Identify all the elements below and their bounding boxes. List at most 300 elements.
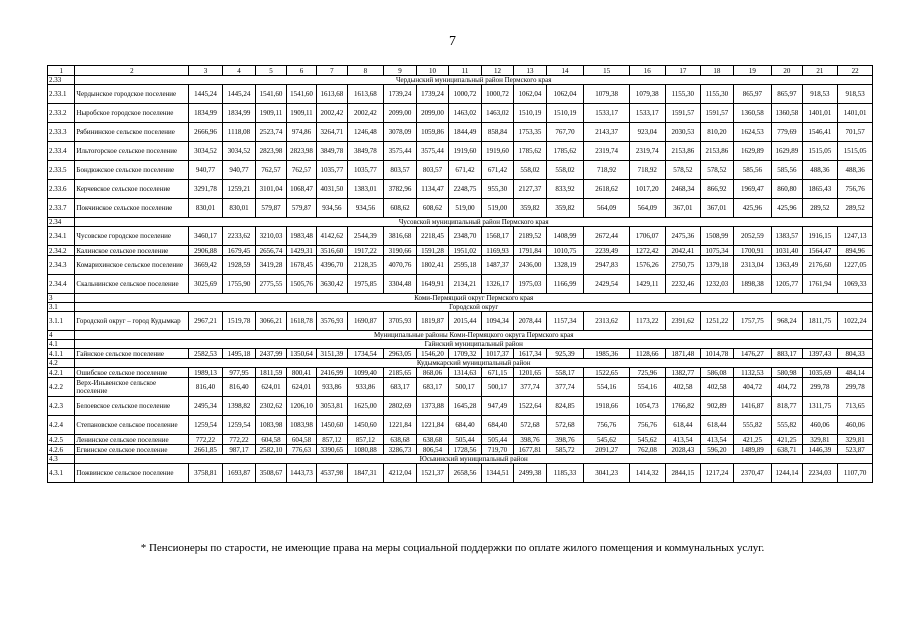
value-cell: 1546,41: [802, 123, 838, 142]
value-cell: 1917,22: [347, 246, 384, 256]
value-cell: 624,01: [256, 378, 286, 397]
table-row: [48, 199, 873, 218]
settlement-name: Ошибское сельское поселение: [75, 368, 189, 378]
settlement-name: Ныробское городское поселение: [75, 104, 189, 123]
value-cell: 4212,04: [384, 464, 417, 483]
value-cell: 1755,90: [222, 275, 256, 294]
value-cell: 3630,42: [317, 275, 347, 294]
value-cell: 2028,43: [665, 445, 701, 455]
value-cell: 1094,34: [481, 312, 514, 331]
table-row: [48, 349, 873, 359]
row-code: 4.2.5: [48, 435, 75, 445]
row-code: 2.33.1: [48, 85, 75, 104]
value-cell: 1975,85: [347, 275, 384, 294]
value-cell: 2523,74: [256, 123, 286, 142]
value-cell: 1397,43: [802, 349, 838, 359]
section-row: [48, 218, 873, 227]
table-row: [48, 378, 873, 397]
value-cell: 4537,98: [317, 464, 347, 483]
section-title: Коми-Пермяцкий округ Пермского края: [75, 294, 873, 303]
row-code: 4.2.2: [48, 378, 75, 397]
value-cell: 460,06: [838, 416, 873, 435]
header-cell: 16: [630, 66, 666, 76]
value-cell: 816,40: [189, 378, 223, 397]
header-cell: 10: [416, 66, 449, 76]
value-cell: 1985,36: [584, 349, 630, 359]
table-row: [48, 416, 873, 435]
value-cell: 1951,02: [449, 246, 482, 256]
value-cell: 1546,20: [416, 349, 449, 359]
value-cell: 866,92: [701, 180, 734, 199]
value-cell: 1983,48: [286, 227, 316, 246]
row-code: 2.33.4: [48, 142, 75, 161]
row-code: 2.33.7: [48, 199, 75, 218]
value-cell: 329,81: [802, 435, 838, 445]
value-cell: 2313,62: [584, 312, 630, 331]
value-cell: 2844,15: [665, 464, 701, 483]
row-code: 4.2.1: [48, 368, 75, 378]
row-code: 4.3: [48, 455, 75, 464]
value-cell: 1811,75: [802, 312, 838, 331]
value-cell: 772,22: [222, 435, 256, 445]
value-cell: 1476,27: [733, 349, 772, 359]
section-row: [48, 294, 873, 303]
header-cell: 8: [347, 66, 384, 76]
value-cell: 1898,38: [733, 275, 772, 294]
value-cell: 618,44: [701, 416, 734, 435]
header-cell: 15: [584, 66, 630, 76]
row-code: 4.1.1: [48, 349, 75, 359]
value-cell: 1629,89: [772, 142, 802, 161]
value-cell: 1928,59: [222, 256, 256, 275]
value-cell: 1398,82: [222, 397, 256, 416]
value-cell: 398,76: [546, 435, 584, 445]
settlement-name: Комарихинское сельское поселение: [75, 256, 189, 275]
value-cell: 2313,04: [733, 256, 772, 275]
value-cell: 803,57: [384, 161, 417, 180]
value-cell: 572,68: [546, 416, 584, 435]
value-cell: 860,80: [772, 180, 802, 199]
value-cell: 3286,73: [384, 445, 417, 455]
value-cell: 1022,24: [838, 312, 873, 331]
value-cell: 2370,47: [733, 464, 772, 483]
value-cell: 3025,69: [189, 275, 223, 294]
row-code: 2.34.3: [48, 256, 75, 275]
value-cell: 608,62: [384, 199, 417, 218]
row-code: 3: [48, 294, 75, 303]
row-code: 2.34.2: [48, 246, 75, 256]
value-cell: 1706,07: [630, 227, 666, 246]
value-cell: 1613,68: [317, 85, 347, 104]
value-cell: 2661,85: [189, 445, 223, 455]
value-cell: 3078,09: [384, 123, 417, 142]
value-cell: 824,85: [546, 397, 584, 416]
value-cell: 4031,50: [317, 180, 347, 199]
value-cell: 1487,37: [481, 256, 514, 275]
value-cell: 1155,30: [665, 85, 701, 104]
value-cell: 2052,59: [733, 227, 772, 246]
settlement-name: Егвинское сельское поселение: [75, 445, 189, 455]
value-cell: 2775,55: [256, 275, 286, 294]
value-cell: 883,17: [772, 349, 802, 359]
value-cell: 1761,94: [802, 275, 838, 294]
value-cell: 3390,65: [317, 445, 347, 455]
value-cell: 1521,37: [416, 464, 449, 483]
value-cell: 1259,21: [222, 180, 256, 199]
value-cell: 1246,48: [347, 123, 384, 142]
row-code: 2.33.6: [48, 180, 75, 199]
value-cell: 1515,05: [802, 142, 838, 161]
header-cell: 9: [384, 66, 417, 76]
value-cell: 1847,31: [347, 464, 384, 483]
value-cell: 1363,49: [772, 256, 802, 275]
value-cell: 4070,76: [384, 256, 417, 275]
value-cell: 3034,52: [189, 142, 223, 161]
value-cell: 2127,37: [514, 180, 547, 199]
value-cell: 2185,65: [384, 368, 417, 378]
settlement-name: Ленинское сельское поселение: [75, 435, 189, 445]
value-cell: 1709,32: [449, 349, 482, 359]
table-row: [48, 435, 873, 445]
value-cell: 1728,56: [449, 445, 482, 455]
value-cell: 558,17: [546, 368, 584, 378]
value-cell: 1625,00: [347, 397, 384, 416]
value-cell: 1445,24: [222, 85, 256, 104]
row-code: 2.34: [48, 218, 75, 227]
value-cell: 1591,28: [416, 246, 449, 256]
value-cell: 2233,62: [222, 227, 256, 246]
value-cell: 1079,38: [630, 85, 666, 104]
value-cell: 1401,01: [838, 104, 873, 123]
value-cell: 2582,10: [256, 445, 286, 455]
value-cell: 2416,99: [317, 368, 347, 378]
header-cell: 12: [481, 66, 514, 76]
value-cell: 2823,98: [256, 142, 286, 161]
value-cell: 987,17: [222, 445, 256, 455]
value-cell: 554,16: [584, 378, 630, 397]
value-cell: 2248,75: [449, 180, 482, 199]
settlement-name: Ильтогорское сельское поселение: [75, 142, 189, 161]
value-cell: 1463,02: [449, 104, 482, 123]
value-cell: 1079,38: [584, 85, 630, 104]
value-cell: 1379,18: [701, 256, 734, 275]
value-cell: 1107,70: [838, 464, 873, 483]
value-cell: 3782,96: [384, 180, 417, 199]
value-cell: 1035,69: [802, 368, 838, 378]
header-cell: 11: [449, 66, 482, 76]
data-table: [47, 65, 873, 483]
value-cell: 1017,20: [630, 180, 666, 199]
table-row: [48, 161, 873, 180]
value-cell: 585,56: [772, 161, 802, 180]
value-cell: 2947,83: [584, 256, 630, 275]
value-cell: 3053,81: [317, 397, 347, 416]
value-cell: 1118,08: [222, 123, 256, 142]
value-cell: 1802,41: [416, 256, 449, 275]
value-cell: 421,25: [772, 435, 802, 445]
settlement-name: Белоевское сельское поселение: [75, 397, 189, 416]
value-cell: 2475,36: [665, 227, 701, 246]
section-title: Гайнский муниципальный район: [75, 340, 873, 349]
value-cell: 1505,76: [286, 275, 316, 294]
value-cell: 484,14: [838, 368, 873, 378]
value-cell: 2582,53: [189, 349, 223, 359]
value-cell: 1844,49: [449, 123, 482, 142]
value-cell: 618,44: [665, 416, 701, 435]
value-cell: 933,86: [317, 378, 347, 397]
value-cell: 1739,24: [384, 85, 417, 104]
value-cell: 2750,75: [665, 256, 701, 275]
value-cell: 1000,72: [449, 85, 482, 104]
value-cell: 3575,44: [384, 142, 417, 161]
value-cell: 359,82: [514, 199, 547, 218]
value-cell: 2002,42: [347, 104, 384, 123]
value-cell: 800,41: [286, 368, 316, 378]
header-cell: 3: [189, 66, 223, 76]
row-code: 4: [48, 331, 75, 340]
value-cell: 1360,58: [772, 104, 802, 123]
value-cell: 974,86: [286, 123, 316, 142]
settlement-name: Городской округ – город Кудымкар: [75, 312, 189, 331]
value-cell: 377,74: [546, 378, 584, 397]
value-cell: 2618,62: [584, 180, 630, 199]
value-cell: 2319,74: [630, 142, 666, 161]
value-cell: 1918,66: [584, 397, 630, 416]
value-cell: 2002,42: [317, 104, 347, 123]
value-cell: 1206,10: [286, 397, 316, 416]
value-cell: 756,76: [838, 180, 873, 199]
value-cell: 2015,44: [449, 312, 482, 331]
table-row: [48, 368, 873, 378]
header-cell: 4: [222, 66, 256, 76]
value-cell: 1909,11: [286, 104, 316, 123]
value-cell: 2042,41: [665, 246, 701, 256]
value-cell: 1522,64: [514, 397, 547, 416]
value-cell: 3190,66: [384, 246, 417, 256]
value-cell: 713,65: [838, 397, 873, 416]
value-cell: 1785,62: [546, 142, 584, 161]
value-cell: 1445,24: [189, 85, 223, 104]
value-cell: 1408,99: [546, 227, 584, 246]
value-cell: 425,96: [772, 199, 802, 218]
value-cell: 4396,70: [317, 256, 347, 275]
value-cell: 934,56: [347, 199, 384, 218]
table-row: [48, 246, 873, 256]
value-cell: 719,70: [481, 445, 514, 455]
settlement-name: Пожвинское сельское поселение: [75, 464, 189, 483]
value-cell: 1383,01: [347, 180, 384, 199]
section-row: [48, 340, 873, 349]
value-cell: 762,08: [630, 445, 666, 455]
value-cell: 810,20: [701, 123, 734, 142]
value-cell: 968,24: [772, 312, 802, 331]
page-number: 7: [449, 34, 456, 49]
row-code: 3.1: [48, 303, 75, 312]
section-row: [48, 455, 873, 464]
value-cell: 1613,68: [347, 85, 384, 104]
value-cell: 367,01: [701, 199, 734, 218]
value-cell: 1909,11: [256, 104, 286, 123]
value-cell: 1227,05: [838, 256, 873, 275]
value-cell: 1819,87: [416, 312, 449, 331]
value-cell: 1677,81: [514, 445, 547, 455]
value-cell: 756,76: [584, 416, 630, 435]
value-cell: 500,17: [481, 378, 514, 397]
header-row: [48, 66, 873, 76]
value-cell: 1510,19: [514, 104, 547, 123]
value-cell: 2153,86: [701, 142, 734, 161]
value-cell: 2666,96: [189, 123, 223, 142]
value-cell: 918,53: [802, 85, 838, 104]
value-cell: 1251,22: [701, 312, 734, 331]
value-cell: 505,44: [449, 435, 482, 445]
value-cell: 3669,42: [189, 256, 223, 275]
value-cell: 1311,75: [802, 397, 838, 416]
value-cell: 554,16: [630, 378, 666, 397]
value-cell: 413,54: [665, 435, 701, 445]
section-title: Юсьвинский муниципальный район: [75, 455, 873, 464]
value-cell: 1382,77: [665, 368, 701, 378]
value-cell: 818,77: [772, 397, 802, 416]
value-cell: 2967,21: [189, 312, 223, 331]
value-cell: 299,78: [802, 378, 838, 397]
header-cell: 22: [838, 66, 873, 76]
value-cell: 359,82: [546, 199, 584, 218]
row-code: 4.2.6: [48, 445, 75, 455]
value-cell: 545,62: [584, 435, 630, 445]
value-cell: 2906,88: [189, 246, 223, 256]
value-cell: 1443,73: [286, 464, 316, 483]
value-cell: 977,95: [222, 368, 256, 378]
value-cell: 1515,05: [838, 142, 873, 161]
value-cell: 1919,60: [481, 142, 514, 161]
value-cell: 1062,04: [514, 85, 547, 104]
settlement-name: Чусовское городское поселение: [75, 227, 189, 246]
value-cell: 865,97: [733, 85, 772, 104]
value-cell: 624,01: [286, 378, 316, 397]
value-cell: 3291,78: [189, 180, 223, 199]
value-cell: 1080,88: [347, 445, 384, 455]
value-cell: 2176,60: [802, 256, 838, 275]
value-cell: 1010,75: [546, 246, 584, 256]
value-cell: 1217,24: [701, 464, 734, 483]
value-cell: 671,42: [481, 161, 514, 180]
value-cell: 1766,82: [665, 397, 701, 416]
value-cell: 1099,40: [347, 368, 384, 378]
value-cell: 1739,24: [416, 85, 449, 104]
value-cell: 638,71: [772, 445, 802, 455]
value-cell: 2672,44: [584, 227, 630, 246]
value-cell: 1522,65: [584, 368, 630, 378]
value-cell: 329,81: [838, 435, 873, 445]
value-cell: 1132,53: [733, 368, 772, 378]
value-cell: 2234,03: [802, 464, 838, 483]
value-cell: 3419,28: [256, 256, 286, 275]
value-cell: 3264,71: [317, 123, 347, 142]
value-cell: 2218,45: [416, 227, 449, 246]
value-cell: 1533,17: [584, 104, 630, 123]
value-cell: 2099,00: [384, 104, 417, 123]
value-cell: 555,82: [772, 416, 802, 435]
value-cell: 2302,62: [256, 397, 286, 416]
value-cell: 1916,15: [802, 227, 838, 246]
value-cell: 3575,44: [416, 142, 449, 161]
value-cell: 3508,67: [256, 464, 286, 483]
value-cell: 1753,35: [514, 123, 547, 142]
value-cell: 2239,49: [584, 246, 630, 256]
section-title: Городской округ: [75, 303, 873, 312]
value-cell: 3304,48: [384, 275, 417, 294]
value-cell: 671,42: [449, 161, 482, 180]
table-row: [48, 180, 873, 199]
value-cell: 1414,32: [630, 464, 666, 483]
value-cell: 1014,78: [701, 349, 734, 359]
value-cell: 3705,93: [384, 312, 417, 331]
value-cell: 776,63: [286, 445, 316, 455]
row-code: 2.33: [48, 76, 75, 85]
value-cell: 1446,39: [802, 445, 838, 455]
value-cell: 1576,26: [630, 256, 666, 275]
value-cell: 1272,42: [630, 246, 666, 256]
value-cell: 1075,34: [701, 246, 734, 256]
value-cell: 1871,48: [665, 349, 701, 359]
value-cell: 1919,60: [449, 142, 482, 161]
value-cell: 3101,04: [256, 180, 286, 199]
value-cell: 3849,78: [317, 142, 347, 161]
value-cell: 925,39: [546, 349, 584, 359]
value-cell: 545,62: [630, 435, 666, 445]
value-cell: 1649,91: [416, 275, 449, 294]
header-cell: 5: [256, 66, 286, 76]
value-cell: 1865,43: [802, 180, 838, 199]
value-cell: 1811,59: [256, 368, 286, 378]
settlement-name: Керчевское сельское поселение: [75, 180, 189, 199]
value-cell: 488,36: [802, 161, 838, 180]
value-cell: 1450,60: [317, 416, 347, 435]
value-cell: 1489,89: [733, 445, 772, 455]
value-cell: 402,58: [701, 378, 734, 397]
value-cell: 2391,62: [665, 312, 701, 331]
value-cell: 2078,44: [514, 312, 547, 331]
value-cell: 718,92: [630, 161, 666, 180]
value-cell: 585,56: [733, 161, 772, 180]
value-cell: 684,40: [481, 416, 514, 435]
value-cell: 1508,99: [701, 227, 734, 246]
value-cell: 902,89: [701, 397, 734, 416]
header-cell: 19: [733, 66, 772, 76]
value-cell: 1201,65: [514, 368, 547, 378]
value-cell: 933,86: [347, 378, 384, 397]
value-cell: 1416,87: [733, 397, 772, 416]
table-row: [48, 85, 873, 104]
value-cell: 1734,54: [347, 349, 384, 359]
header-cell: 7: [317, 66, 347, 76]
value-cell: 1568,17: [481, 227, 514, 246]
value-cell: 2232,46: [665, 275, 701, 294]
value-cell: 398,76: [514, 435, 547, 445]
value-cell: 1624,53: [733, 123, 772, 142]
value-cell: 2468,34: [665, 180, 701, 199]
settlement-name: Степановское сельское поселение: [75, 416, 189, 435]
value-cell: 2963,05: [384, 349, 417, 359]
value-cell: 806,54: [416, 445, 449, 455]
value-cell: 608,62: [416, 199, 449, 218]
value-cell: 804,33: [838, 349, 873, 359]
value-cell: 762,57: [286, 161, 316, 180]
value-cell: 1054,73: [630, 397, 666, 416]
value-cell: 1645,28: [449, 397, 482, 416]
footnote: * Пенсионеры по старости, не имеющие права на меры социальной поддержки по оплате жилого помещения и коммунальных услуг.: [140, 542, 765, 554]
